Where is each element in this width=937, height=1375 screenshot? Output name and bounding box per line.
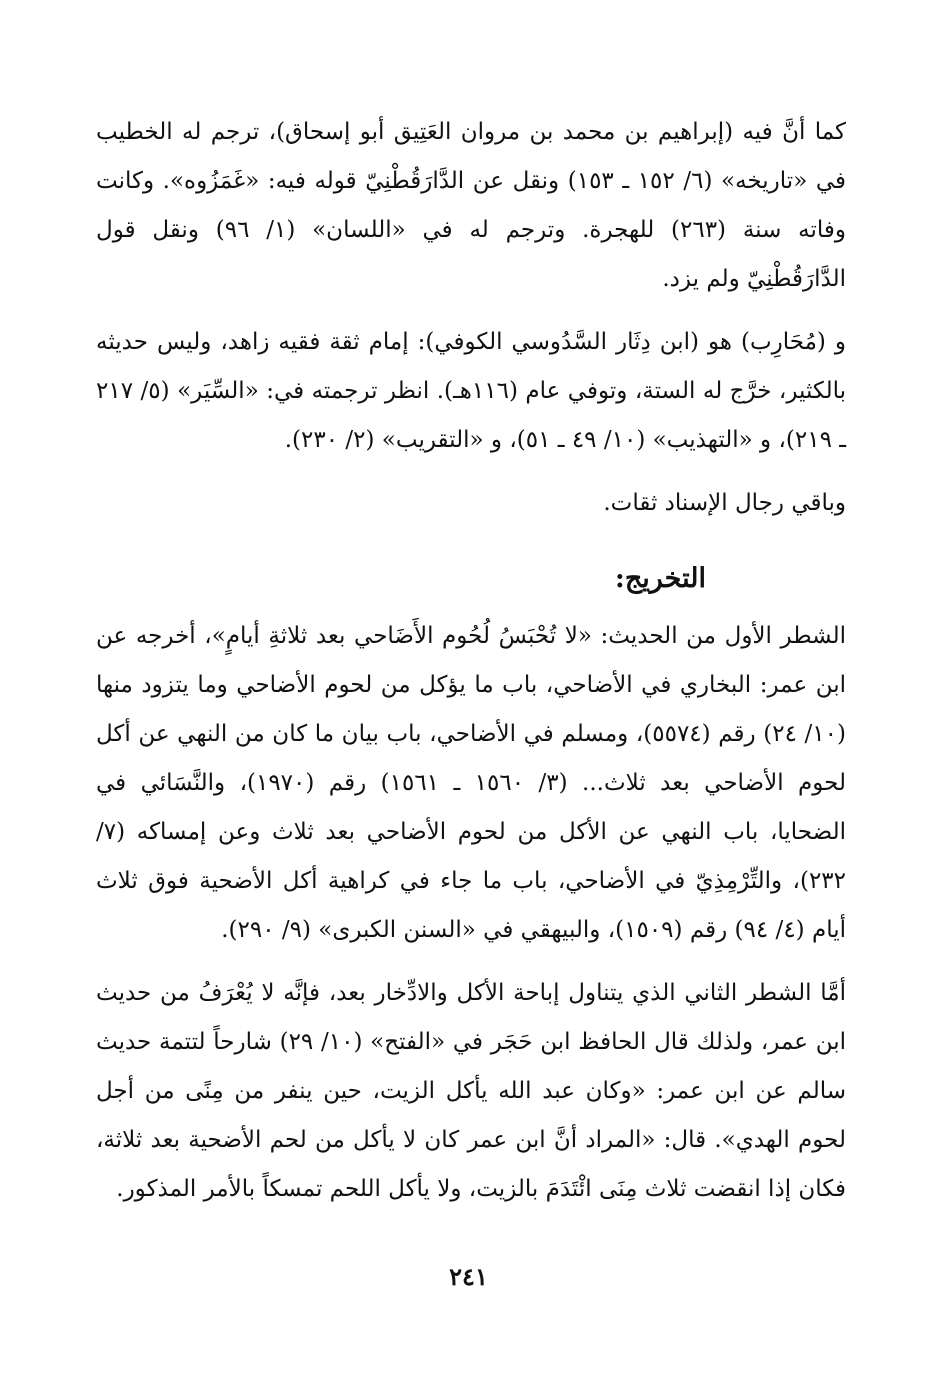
paragraph-ibrahim-bio: كما أنَّ فيه (إبراهيم بن محمد بن مروان العَتِيق أبو إسحاق)، ترجم له الخطيب في «تاريخه» (٦/ ١٥٢ ـ ١٥٣) ونقل عن الدَّارَقُطْنِيّ قوله فيه: «غَمَزُوه». وكانت وفاته سنة (٢٦٣) للهجرة. وترجم له في «اللسان» (١/ ٩٦) ونقل قول الدَّارَقُطْنِيّ ولم يزد. — [96, 119, 847, 292]
page-body — [96, 108, 846, 1214]
paragraph-second-part: أمَّا الشطر الثاني الذي يتناول إباحة الأكل والادِّخار بعد، فإنَّه لا يُعْرَفُ من حديث ابن عمر، ولذلك قال الحافظ ابن حَجَر في «الفتح» (١٠/ ٢٩) شارحاً لتتمة حديث سالم عن ابن عمر: «وكان عبد الله يأكل الزيت، حين ينفر من مِنًى من أجل لحوم الهدي». قال: «المراد أنَّ ابن عمر كان لا يأكل من لحم الأضحية بعد ثلاثة، فكان إذا انقضت ثلاث مِنَى ائْتَدَمَ بالزيت، ولا يأكل اللحم تمسكاً بالأمر المذكور. — [96, 980, 846, 1202]
section-heading-takhrij: التخريج: — [614, 563, 706, 594]
paragraph-remaining-narrators: وباقي رجال الإسناد ثقات. — [603, 490, 846, 516]
page-number: ٢٤١ — [449, 1262, 488, 1291]
paragraph-first-part: الشطر الأول من الحديث: «لا تُحْبَسُ لُحُوم الأَضَاحي بعد ثلاثةِ أيامٍ»، أخرجه عن ابن عمر: البخاري في الأضاحي، باب ما يؤكل من لحوم الأضاحي وما يتزود منها (١٠/ ٢٤) رقم (٥٥٧٤)، ومسلم في الأضاحي، باب بيان ما كان من النهي عن أكل لحوم الأضاحي بعد ثلاث... (٣/ ١٥٦٠ ـ ١٥٦١) رقم (١٩٧٠)، والنَّسَائي في الضحايا، باب النهي عن الأكل من لحوم الأضاحي بعد ثلاث وعن إمساكه (٧/ ٢٣٢)، والتِّرْمِذِيّ في الأضاحي، باب ما جاء في كراهية أكل الأضحية فوق ثلاث أيام (٤/ ٩٤) رقم (١٥٠٩)، والبيهقي في «السنن الكبرى» (٩/ ٢٩٠). — [96, 623, 846, 943]
paragraph-muharib-bio: و (مُحَارِب) هو (ابن دِثَار السَّدُوسي الكوفي): إمام ثقة فقيه زاهد، وليس حديثه بالكثير، خرَّج له الستة، وتوفي عام (١١٦هـ). انظر ترجمته في: «السِّيَر» (٥/ ٢١٧ ـ ٢١٩)، و «التهذيب» (١٠/ ٤٩ ـ ٥١)، و «التقريب» (٢/ ٢٣٠). — [96, 329, 847, 453]
